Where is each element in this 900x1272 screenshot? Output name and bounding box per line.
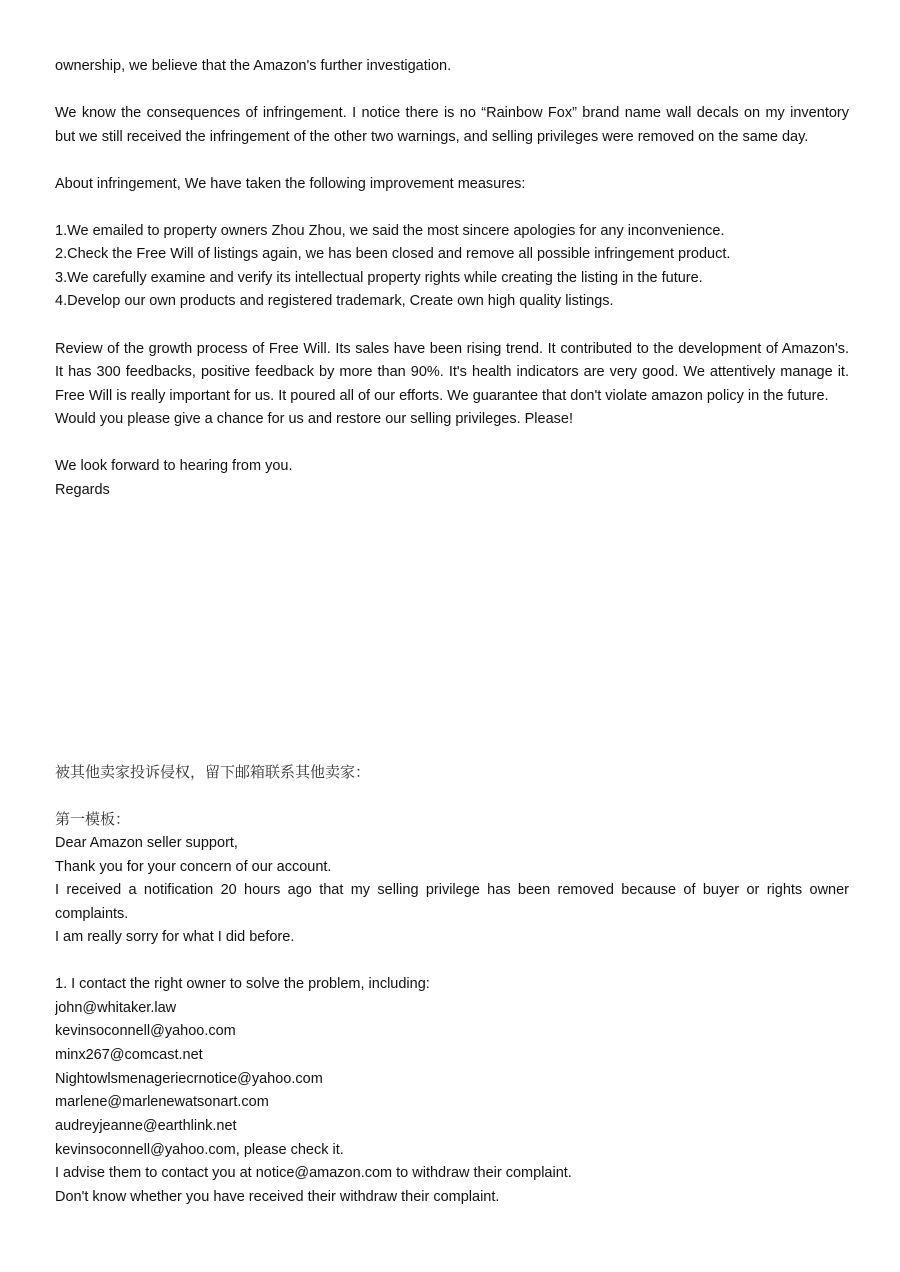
greeting-line: Dear Amazon seller support, xyxy=(55,835,238,851)
advise-line: I advise them to contact you at notice@amazon.com to withdraw their complaint. xyxy=(55,1165,572,1181)
measure-item: 4.Develop our own products and registered trademark, Create own high quality listings. xyxy=(55,293,614,309)
email-line: kevinsoconnell@yahoo.com, please check it. xyxy=(55,1142,344,1158)
review-line: Would you please give a chance for us and restore our selling privileges. Please! xyxy=(55,411,573,427)
measure-item: 3.We carefully examine and verify its intellectual property rights while creating the listing in the future. xyxy=(55,270,703,286)
closing-line: We look forward to hearing from you. xyxy=(55,458,293,474)
email-line: john@whitaker.law xyxy=(55,1000,177,1016)
contact-intro: 1. I contact the right owner to solve the problem, including: xyxy=(55,976,430,992)
thanks-line: Thank you for your concern of our account. xyxy=(55,859,332,875)
measure-item: 1.We emailed to property owners Zhou Zhou, we said the most sincere apologies for any inconvenience. xyxy=(55,223,725,239)
review-line: Review of the growth process of Free Will. Its sales have been rising trend. It contributed to the development of Amazon's. xyxy=(55,341,849,357)
email-line: minx267@comcast.net xyxy=(55,1047,203,1063)
paragraph-consequences-line-1: We know the consequences of infringement. I notice there is no “Rainbow Fox” brand name wall decals on my inventory xyxy=(55,105,849,121)
regards-line: Regards xyxy=(55,482,110,498)
notification-line-1: I received a notification 20 hours ago that my selling privilege has been removed because of buyer or rights owner xyxy=(55,882,849,898)
email-line: audreyjeanne@earthlink.net xyxy=(55,1118,237,1134)
unknown-status-line: Don't know whether you have received their withdraw their complaint. xyxy=(55,1189,500,1205)
measures-intro: About infringement, We have taken the following improvement measures: xyxy=(55,176,526,192)
paragraph-ownership: ownership, we believe that the Amazon's further investigation. xyxy=(55,58,452,74)
notification-line-2: complaints. xyxy=(55,906,129,922)
measure-item: 2.Check the Free Will of listings again, we has been closed and remove all possible infringement product. xyxy=(55,246,731,262)
paragraph-consequences-line-2: but we still received the infringement of the other two warnings, and selling privileges were removed on the same day. xyxy=(55,129,809,145)
template-label: 第一模板： xyxy=(55,810,131,828)
email-line: marlene@marlenewatsonart.com xyxy=(55,1094,269,1110)
email-line: kevinsoconnell@yahoo.com xyxy=(55,1023,236,1039)
review-line: Free Will is really important for us. It poured all of our efforts. We guarantee that don't violate amazon policy in the future. xyxy=(55,388,829,404)
apology-line: I am really sorry for what I did before. xyxy=(55,929,295,945)
email-line: Nightowlsmenageriecrnotice@yahoo.com xyxy=(55,1071,323,1087)
review-line: It has 300 feedbacks, positive feedback by more than 90%. It's health indicators are very good. We attentively manage it. xyxy=(55,364,849,380)
chinese-heading: 被其他卖家投诉侵权，留下邮箱联系其他卖家： xyxy=(55,763,371,781)
